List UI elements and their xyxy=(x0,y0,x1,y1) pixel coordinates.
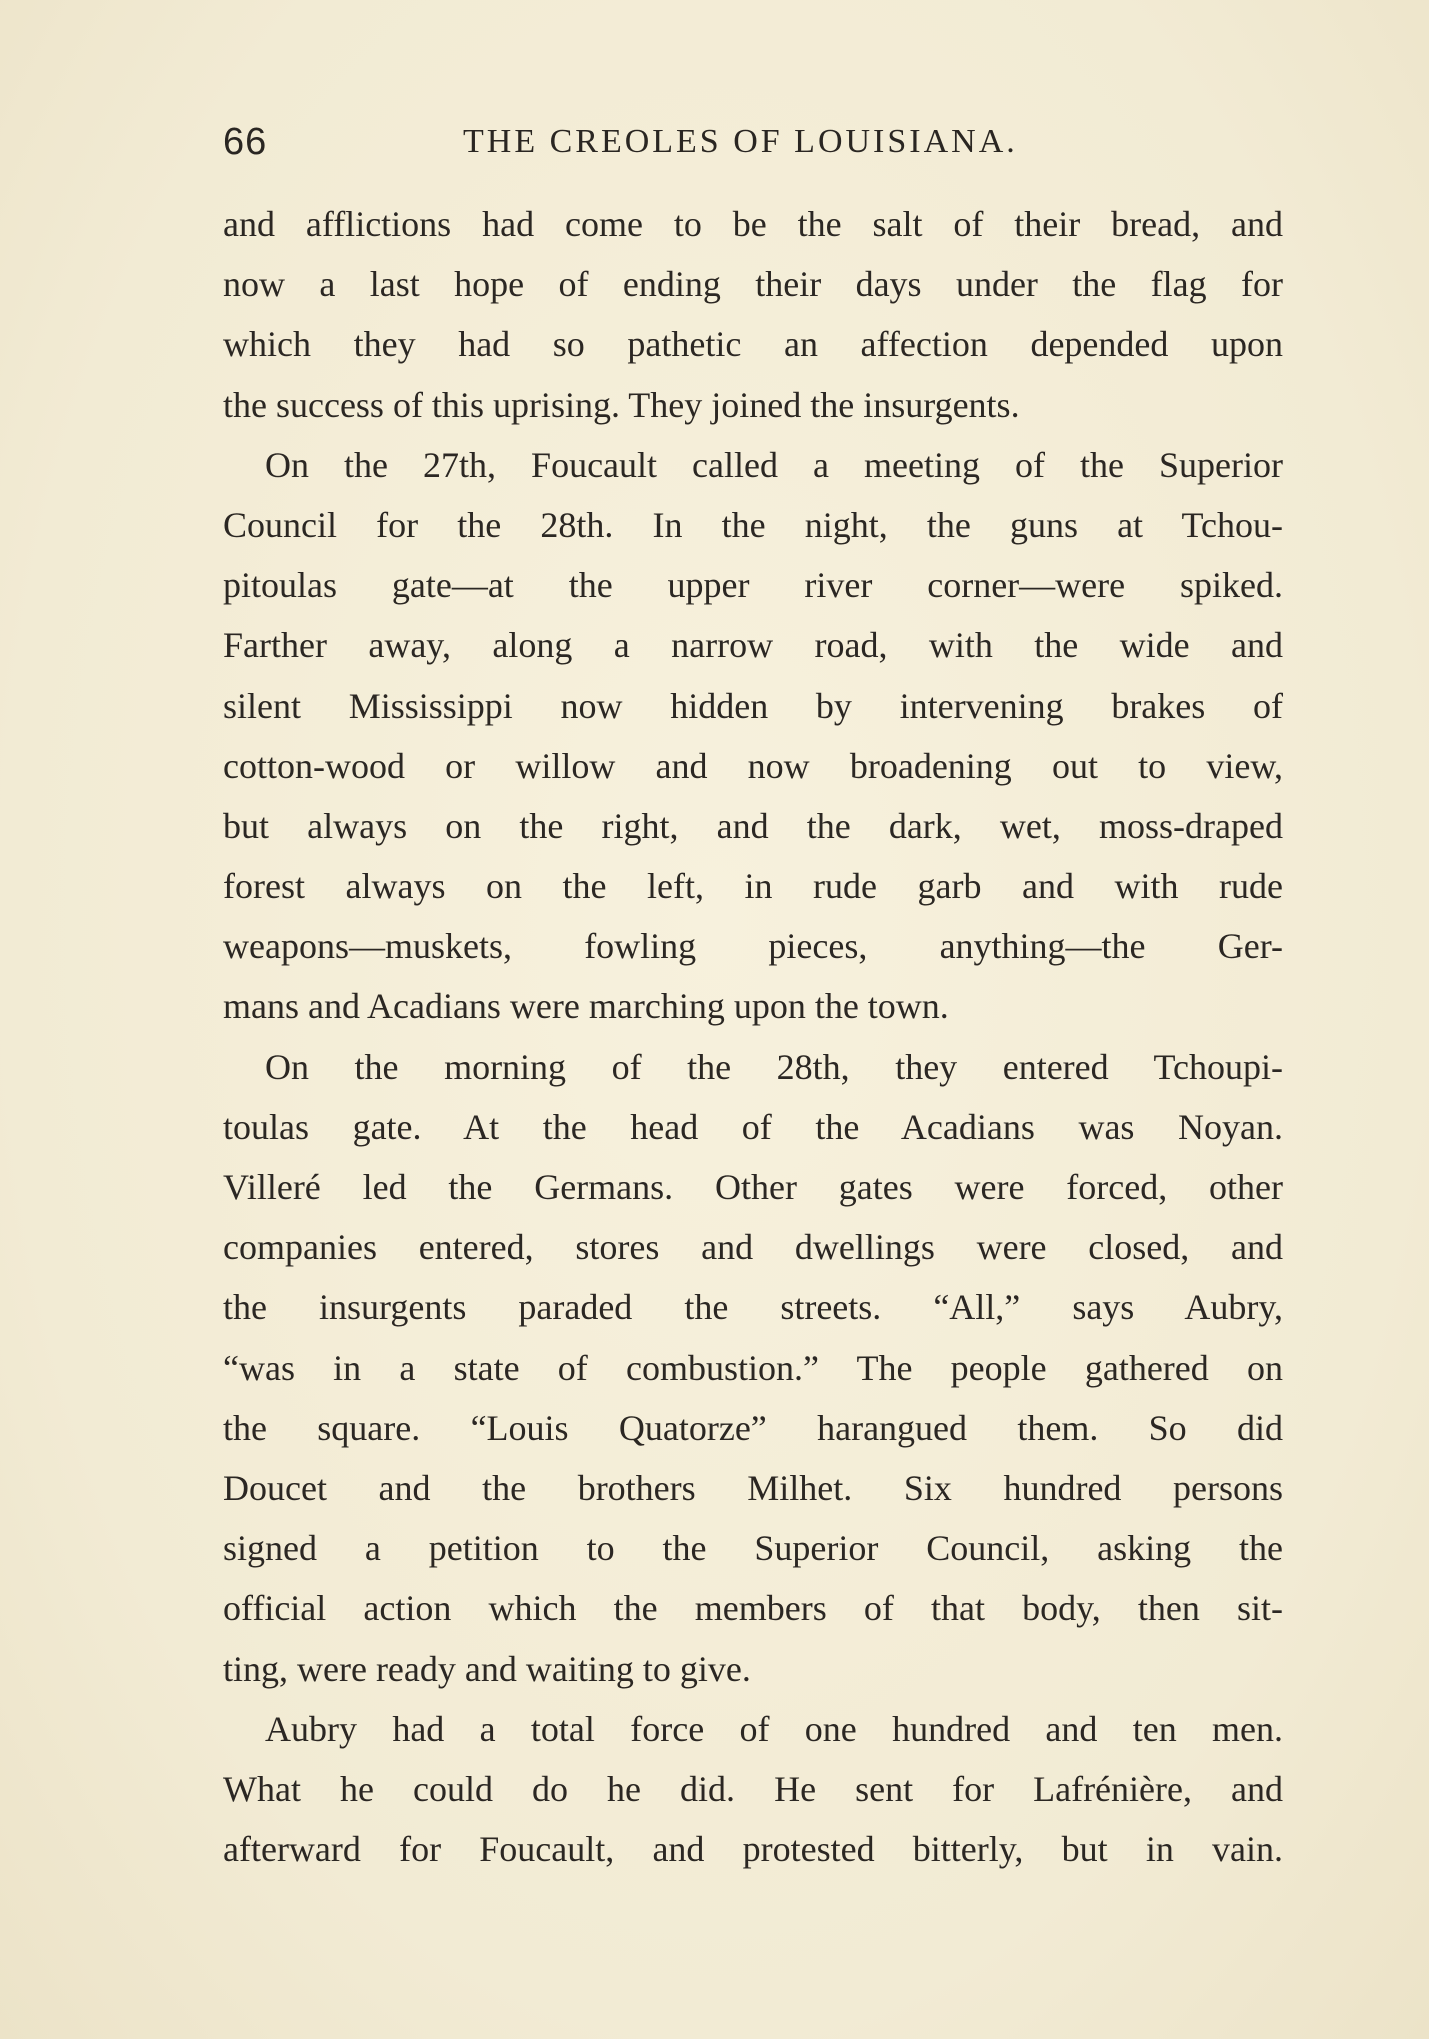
text-line: Villeré led the Germans. Other gates were forced, other xyxy=(223,1167,1283,1207)
text-line: Council for the 28th. In the night, the guns at Tchou- xyxy=(223,504,1283,545)
text-line: ting, were ready and waiting to give. xyxy=(223,1648,751,1689)
text-line: weapons—muskets, fowling pieces, anything—the Ger- xyxy=(223,926,1283,967)
text-line: now a last hope of ending their days under the flag for xyxy=(223,264,1283,305)
text-line: cotton-wood or willow and now broadening out to view, xyxy=(223,745,1283,786)
text-line: signed a petition to the Superior Council, asking the xyxy=(223,1528,1283,1569)
text-line: “was in a state of combustion.” The people gathered on xyxy=(223,1347,1283,1388)
text-line: companies entered, stores and dwellings were closed, and xyxy=(223,1227,1283,1268)
body-text xyxy=(223,194,1283,1879)
text-line: toulas gate. At the head of the Acadians was Noyan. xyxy=(223,1106,1283,1147)
text-line: pitoulas gate—at the upper river corner—were spiked. xyxy=(223,565,1283,606)
text-line: mans and Acadians were marching upon the town. xyxy=(223,986,949,1027)
text-line: Aubry had a total force of one hundred and ten men. xyxy=(265,1708,1283,1749)
text-line: afterward for Foucault, and protested bitterly, but in vain. xyxy=(223,1829,1283,1870)
text-line: which they had so pathetic an affection depended upon xyxy=(223,324,1283,365)
running-head: THE CREOLES OF LOUISIANA. xyxy=(463,123,1018,160)
text-line: official action which the members of that body, then sit- xyxy=(223,1588,1283,1629)
text-line: but always on the right, and the dark, wet, moss-draped xyxy=(223,805,1283,846)
text-line: the insurgents paraded the streets. “All,” says Aubry, xyxy=(223,1287,1283,1328)
text-line: Doucet and the brothers Milhet. Six hundred persons xyxy=(223,1467,1283,1508)
page-header xyxy=(223,112,1283,172)
text-line: forest always on the left, in rude garb and with rude xyxy=(223,866,1283,907)
text-line: the success of this uprising. They joined the insurgents. xyxy=(223,384,1020,425)
text-line: What he could do he did. He sent for Lafrénière, and xyxy=(223,1768,1283,1809)
text-line: and afflictions had come to be the salt of their bread, and xyxy=(223,204,1283,244)
text-line: On the 27th, Foucault called a meeting of the Superior xyxy=(265,444,1283,485)
page-number: 66 xyxy=(223,121,268,163)
text-line: the square. “Louis Quatorze” harangued them. So did xyxy=(223,1407,1283,1448)
text-line: Farther away, along a narrow road, with the wide and xyxy=(223,625,1283,666)
text-line: silent Mississippi now hidden by intervening brakes of xyxy=(223,685,1283,726)
text-line: On the morning of the 28th, they entered Tchoupi- xyxy=(265,1046,1283,1087)
